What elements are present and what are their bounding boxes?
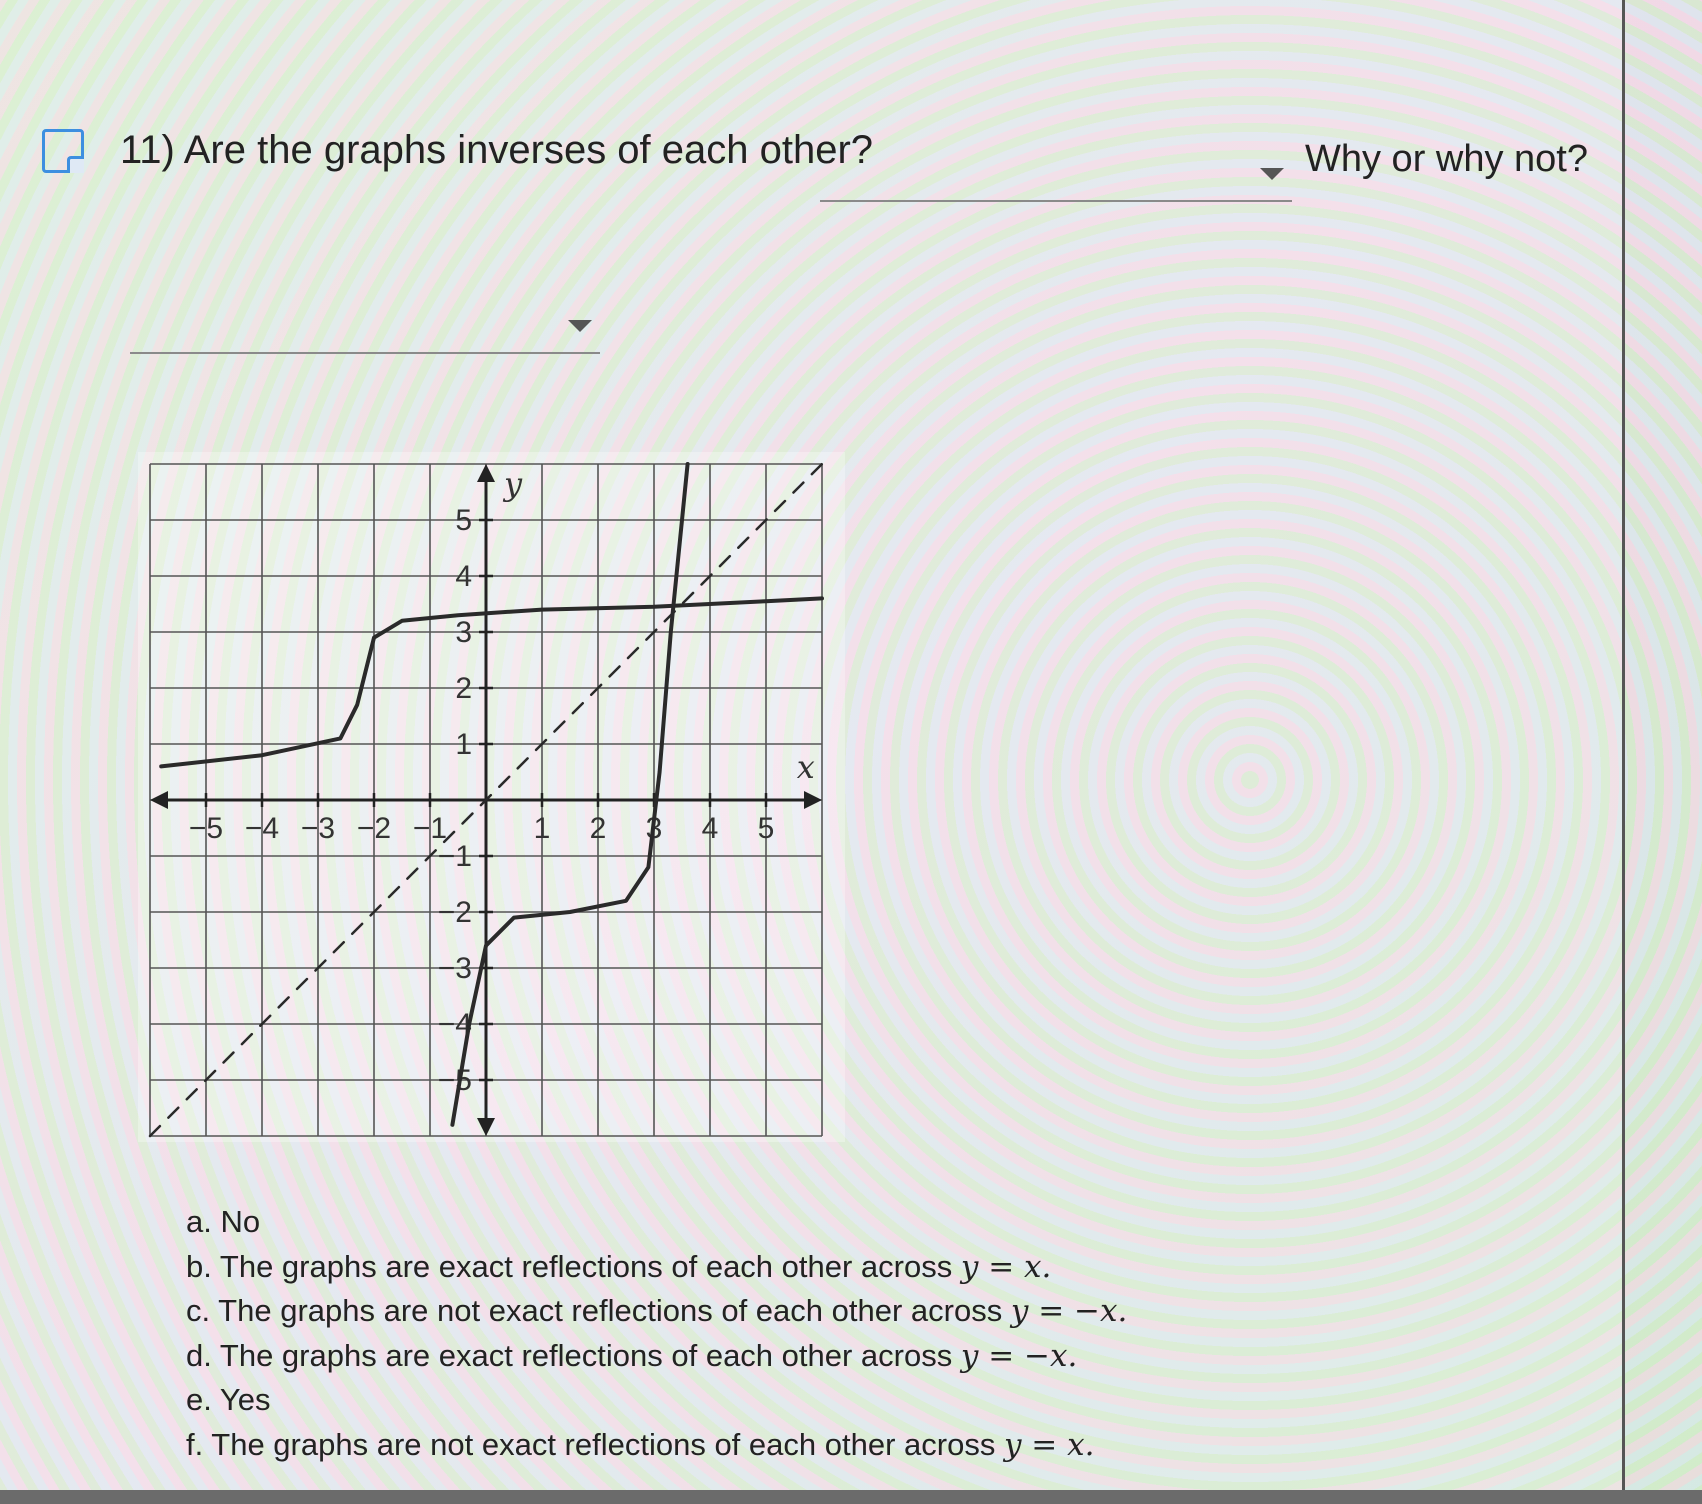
y-tick-label: −1 (437, 840, 472, 873)
function-curve-2 (452, 464, 687, 1125)
graph-svg (138, 452, 845, 1142)
x-axis-arrow-right (804, 791, 822, 809)
graph-figure (138, 452, 845, 1142)
x-tick-label: −1 (412, 812, 448, 845)
x-tick-label: 2 (589, 812, 607, 845)
x-tick-label: 5 (757, 812, 775, 845)
y-tick-label: 4 (455, 560, 472, 593)
y-tick-label: 2 (455, 672, 472, 705)
x-tick-label: −4 (244, 812, 280, 845)
option-a: a. No (186, 1204, 261, 1239)
y-tick-label: 1 (455, 728, 472, 761)
chevron-down-icon (1260, 168, 1284, 180)
footer-strip (0, 1490, 1702, 1504)
x-axis-arrow-left (150, 791, 168, 809)
y-tick-label: 3 (455, 616, 472, 649)
option-b: b. The graphs are exact reflections of each other across y = x. (186, 1248, 1052, 1285)
y-tick-label: 5 (455, 504, 472, 537)
chevron-down-icon (568, 320, 592, 332)
x-tick-label: −2 (356, 812, 392, 845)
y-axis-arrow-up (477, 464, 495, 482)
function-curve-1 (161, 598, 822, 766)
x-axis-label: x (796, 748, 815, 786)
answer-options-list (186, 1200, 1127, 1467)
option-e: e. Yes (186, 1382, 271, 1417)
y-axis-label: y (504, 464, 523, 503)
x-tick-label: 3 (645, 812, 663, 845)
y-tick-label: −2 (437, 896, 472, 929)
y-tick-label: −3 (437, 952, 472, 985)
x-tick-label: −5 (188, 812, 224, 845)
y-tick-label: −4 (437, 1008, 472, 1041)
x-tick-label: −3 (300, 812, 336, 845)
question-text: 11) Are the graphs inverses of each other? (120, 128, 874, 172)
option-d: d. The graphs are exact reflections of each other across y = −x. (186, 1337, 1078, 1374)
y-tick-label: −5 (437, 1064, 472, 1097)
answer-dropdown[interactable] (820, 154, 1292, 202)
option-f: f. The graphs are not exact reflections of each other across y = x. (186, 1426, 1095, 1463)
reason-dropdown[interactable] (130, 306, 600, 354)
why-prompt: Why or why not? (1305, 138, 1588, 180)
option-c: c. The graphs are not exact reflections of each other across y = −x. (186, 1293, 1128, 1329)
x-tick-label: 1 (533, 812, 551, 845)
y-axis-arrow-down (477, 1118, 495, 1136)
bookmark-icon[interactable] (42, 129, 84, 173)
x-tick-label: 4 (701, 812, 719, 845)
